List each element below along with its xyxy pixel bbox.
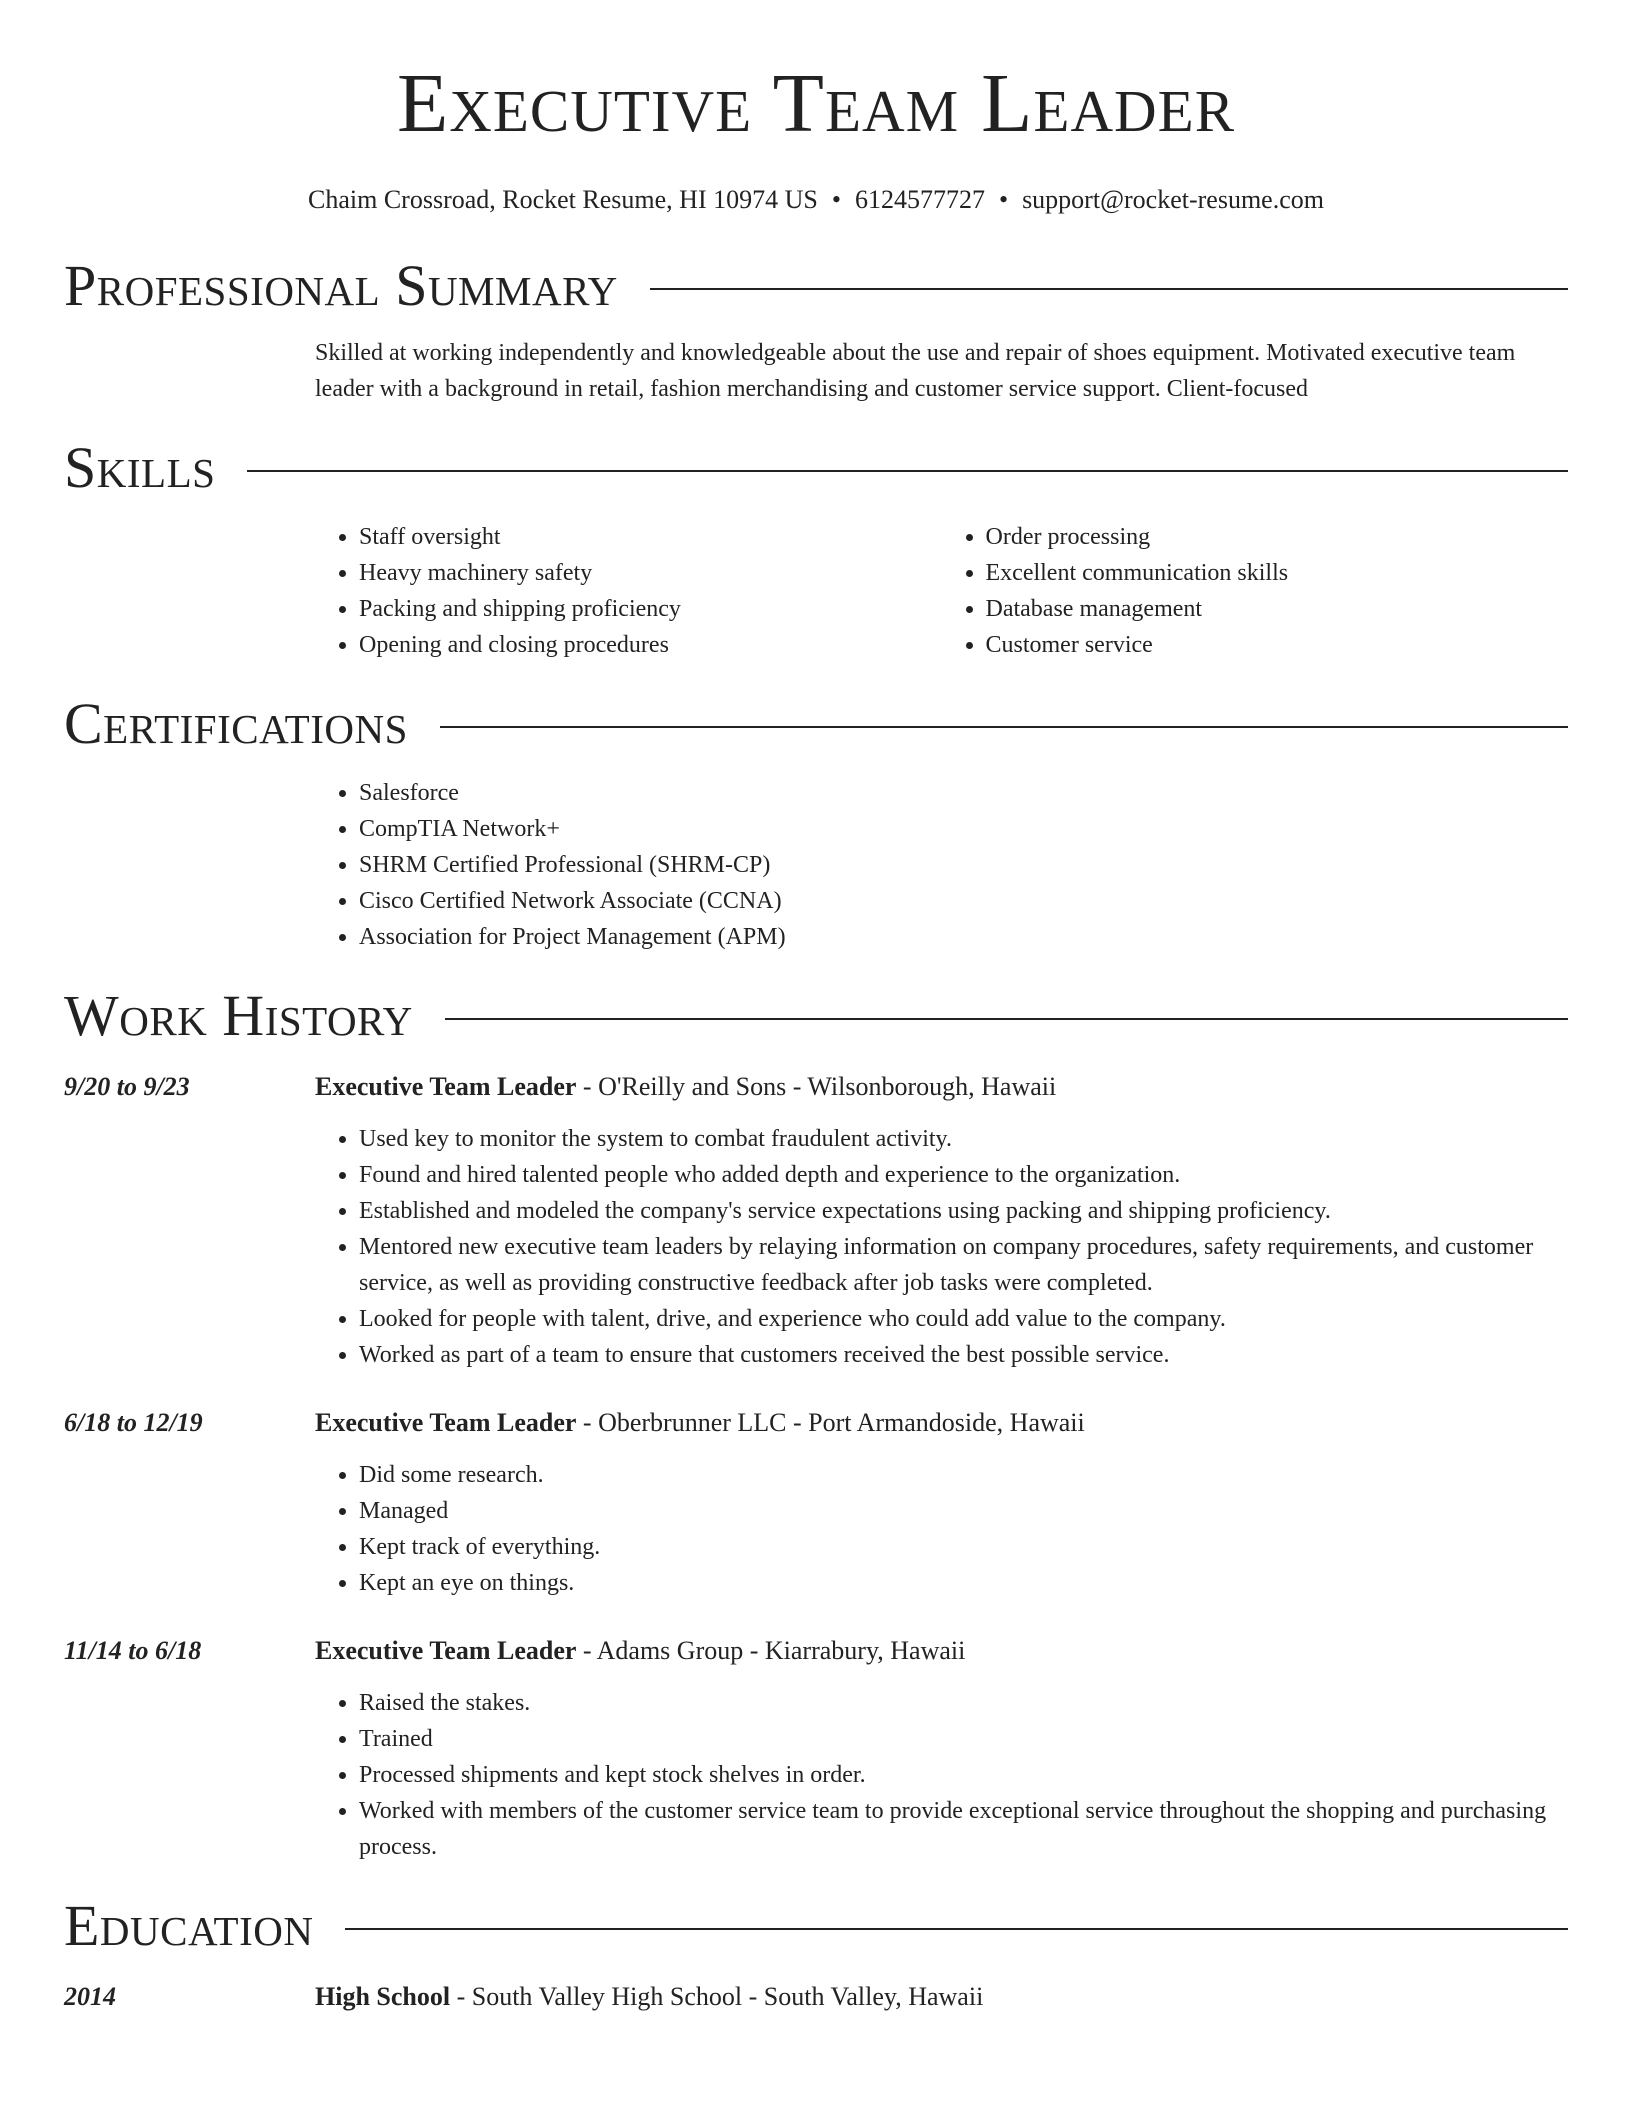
section-divider — [650, 288, 1568, 290]
job-bullets — [315, 1685, 1568, 1865]
job-entry — [64, 1633, 1568, 1865]
skills-left-list — [315, 519, 942, 663]
skill-item: • Customer service — [986, 627, 1569, 663]
job-body — [315, 1633, 1568, 1865]
section-divider — [345, 1928, 1568, 1930]
job-bullet: • Used key to monitor the system to combat fraudulent activity. — [359, 1121, 1568, 1157]
certification-item: • CompTIA Network+ — [359, 811, 1568, 847]
job-bullet: • Worked as part of a team to ensure that customers received the best possible service. — [359, 1337, 1568, 1373]
job-bullet: • Trained — [359, 1721, 1568, 1757]
education-year: 2014 — [64, 1982, 116, 2012]
section-divider — [247, 470, 1568, 472]
work-section-title: Work History — [64, 983, 413, 1049]
job-role: Executive Team Leader — [315, 1408, 577, 1438]
job-entry — [64, 1069, 1568, 1373]
job-bullet: • Looked for people with talent, drive, and experience who could add value to the company. — [359, 1301, 1568, 1337]
education-body — [315, 1979, 1568, 2015]
skills-columns — [315, 519, 1568, 663]
education-entry — [64, 1979, 1568, 2015]
job-details: - Oberbrunner LLC - Port Armandoside, Hawaii — [576, 1408, 1085, 1438]
job-bullets — [315, 1121, 1568, 1373]
job-bullets — [315, 1457, 1568, 1601]
job-bullet: • Found and hired talented people who added depth and experience to the organization. — [359, 1157, 1568, 1193]
job-bullet: • Managed — [359, 1493, 1568, 1529]
skills-right-list — [942, 519, 1569, 663]
summary-text: Skilled at working independently and knowledgeable about the use and repair of shoes equipment. Motivated executive team leader with a background in retail, fashion merchandising and customer service support. Client-focused — [315, 340, 1516, 403]
skill-item: • Opening and closing procedures — [359, 627, 942, 663]
certifications-section-title: Certifications — [64, 691, 408, 757]
job-heading — [315, 1633, 1568, 1669]
certification-item: • Association for Project Management (APM) — [359, 919, 1568, 955]
education-degree: High School — [315, 1982, 451, 2012]
contact-line — [64, 184, 1568, 215]
certification-item: • Salesforce — [359, 775, 1568, 811]
job-bullet: • Did some research. — [359, 1457, 1568, 1493]
job-body — [315, 1405, 1568, 1601]
education-section-title: Education — [64, 1893, 314, 1959]
job-bullet: • Raised the stakes. — [359, 1685, 1568, 1721]
section-divider — [445, 1018, 1568, 1020]
job-details: - O'Reilly and Sons - Wilsonborough, Hawaii — [576, 1072, 1057, 1102]
job-role: Executive Team Leader — [315, 1636, 577, 1666]
skill-item: • Staff oversight — [359, 519, 942, 555]
job-bullet: • Kept an eye on things. — [359, 1565, 1568, 1601]
job-entry — [64, 1405, 1568, 1601]
education-section-header — [64, 1893, 1568, 1959]
job-role: Executive Team Leader — [315, 1072, 577, 1102]
work-section-header — [64, 983, 1568, 1049]
job-details: - Adams Group - Kiarrabury, Hawaii — [576, 1636, 966, 1666]
job-bullet: • Kept track of everything. — [359, 1529, 1568, 1565]
summary-section-header — [64, 253, 1568, 319]
contact-email: support@rocket-resume.com — [1022, 185, 1324, 214]
contact-phone: 6124577727 — [854, 185, 985, 214]
certification-item: • Cisco Certified Network Associate (CCNA) — [359, 883, 1568, 919]
certifications-list — [315, 775, 1568, 955]
job-bullet: • Mentored new executive team leaders by relaying information on company procedures, safety requirements, and customer service, as well as providing constructive feedback after job tasks were completed. — [359, 1229, 1568, 1301]
certifications-section-header — [64, 691, 1568, 757]
job-dates: 11/14 to 6/18 — [64, 1636, 202, 1666]
skills-section-header — [64, 435, 1568, 501]
job-bullet: • Worked with members of the customer service team to provide exceptional service throughout the shopping and purchasing process. — [359, 1793, 1568, 1865]
job-bullet: • Processed shipments and kept stock shelves in order. — [359, 1757, 1568, 1793]
skill-item: • Packing and shipping proficiency — [359, 591, 942, 627]
job-dates: 6/18 to 12/19 — [64, 1408, 203, 1438]
skills-section-title: Skills — [64, 435, 216, 501]
contact-separator: • — [831, 185, 841, 214]
summary-section-title: Professional Summary — [64, 253, 618, 319]
contact-address: Chaim Crossroad, Rocket Resume, HI 10974 US — [308, 185, 818, 214]
job-body — [315, 1069, 1568, 1373]
certification-item: • SHRM Certified Professional (SHRM-CP) — [359, 847, 1568, 883]
job-heading — [315, 1069, 1568, 1105]
education-heading — [315, 1979, 1568, 2015]
education-details: - South Valley High School - South Valley, Hawaii — [450, 1982, 984, 2012]
skill-item: • Database management — [986, 591, 1569, 627]
job-heading — [315, 1405, 1568, 1441]
section-divider — [440, 726, 1568, 728]
skill-item: • Excellent communication skills — [986, 555, 1569, 591]
contact-separator: • — [998, 185, 1009, 214]
resume-name: Executive Team Leader — [396, 57, 1236, 150]
skill-item: • Heavy machinery safety — [359, 555, 942, 591]
job-bullet: • Established and modeled the company's service expectations using packing and shipping proficiency. — [359, 1193, 1568, 1229]
job-dates: 9/20 to 9/23 — [64, 1072, 190, 1102]
skill-item: • Order processing — [986, 519, 1569, 555]
